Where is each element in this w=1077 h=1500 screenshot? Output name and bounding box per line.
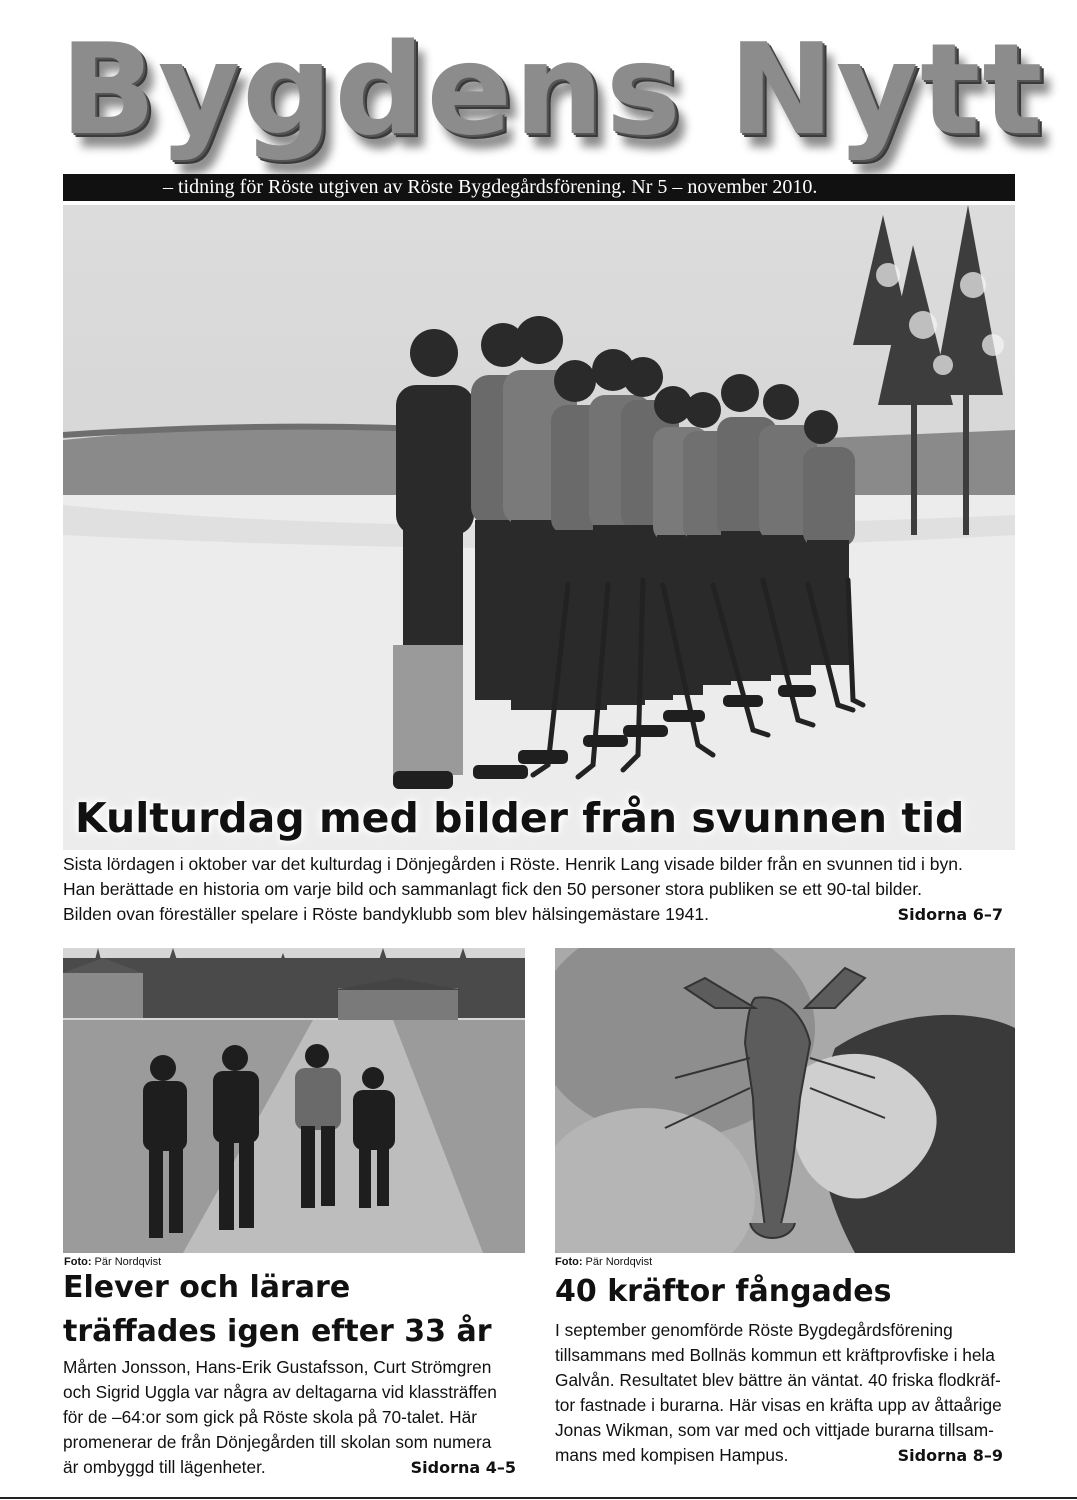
right-credit-label: Foto: bbox=[555, 1256, 583, 1268]
left-story-line-4: promenerar de från Dönjegården till skolan som numera bbox=[63, 1432, 492, 1452]
main-headline: Kulturdag med bilder från svunnen tid bbox=[75, 794, 965, 842]
left-story-text bbox=[63, 1355, 528, 1480]
right-story-line-4: tor fastnade i burarna. Här visas en kräfta upp av åttaårige bbox=[555, 1395, 1002, 1415]
photo-walkers bbox=[63, 948, 525, 1253]
main-story-line-2: Han berättade en historia om varje bild och sammanlagt fick den 50 personer stora publiken se ett 90-tal bilder. bbox=[63, 879, 922, 899]
masthead-tagline: – tidning för Röste utgiven av Röste Bygdegårdsförening. Nr 5 – november 2010. bbox=[63, 174, 1015, 201]
left-story-page-ref: Sidorna 4–5 bbox=[410, 1458, 516, 1477]
left-story-line-2: och Sigrid Uggla var några av deltagarna vid klassträffen bbox=[63, 1382, 497, 1402]
right-story-line-1: I september genomförde Röste Bygdegårdsförening bbox=[555, 1320, 953, 1340]
right-story-line-6: mans med kompisen Hampus. bbox=[555, 1445, 789, 1465]
left-credit-label: Foto: bbox=[64, 1256, 92, 1268]
right-story-line-2: tillsammans med Bollnäs kommun ett kräftprovfiske i hela bbox=[555, 1345, 995, 1365]
left-headline-line-1: Elever och lärare bbox=[63, 1270, 351, 1305]
left-credit-name: Pär Nordqvist bbox=[94, 1256, 162, 1268]
right-story-page-ref: Sidorna 8–9 bbox=[897, 1446, 1003, 1465]
left-story-line-5: är ombyggd till lägenheter. bbox=[63, 1457, 266, 1477]
right-headline: 40 kräftor fångades bbox=[555, 1274, 892, 1309]
right-story-line-5: Jonas Wikman, som var med och vittjade burarna tillsam- bbox=[555, 1420, 994, 1440]
masthead-title: Bygdens Nytt bbox=[60, 16, 1045, 163]
left-headline bbox=[63, 1266, 533, 1354]
bottom-rule bbox=[0, 1497, 1077, 1499]
main-story-line-3: Bilden ovan föreställer spelare i Röste bandyklubb som blev hälsingemästare 1941. bbox=[63, 904, 709, 924]
photo-crayfish bbox=[555, 948, 1015, 1253]
right-photo-credit bbox=[555, 1256, 652, 1268]
left-story-line-1: Mårten Jonsson, Hans-Erik Gustafsson, Curt Strömgren bbox=[63, 1357, 492, 1377]
right-story-line-3: Galvån. Resultatet blev bättre än väntat. 40 friska flodkräf- bbox=[555, 1370, 1001, 1390]
main-story-line-1: Sista lördagen i oktober var det kulturdag i Dönjegården i Röste. Henrik Lang visade bilder från en svunnen tid i byn. bbox=[63, 854, 963, 874]
hero-photo-bandy-team bbox=[63, 205, 1015, 850]
main-story-text bbox=[63, 852, 1015, 927]
right-credit-name: Pär Nordqvist bbox=[585, 1256, 653, 1268]
right-story-text bbox=[555, 1318, 1015, 1468]
left-headline-line-2: träffades igen efter 33 år bbox=[63, 1314, 492, 1349]
left-story-line-3: för de –64:or som gick på Röste skola på 70-talet. Här bbox=[63, 1407, 477, 1427]
main-story-page-ref: Sidorna 6–7 bbox=[897, 905, 1003, 924]
